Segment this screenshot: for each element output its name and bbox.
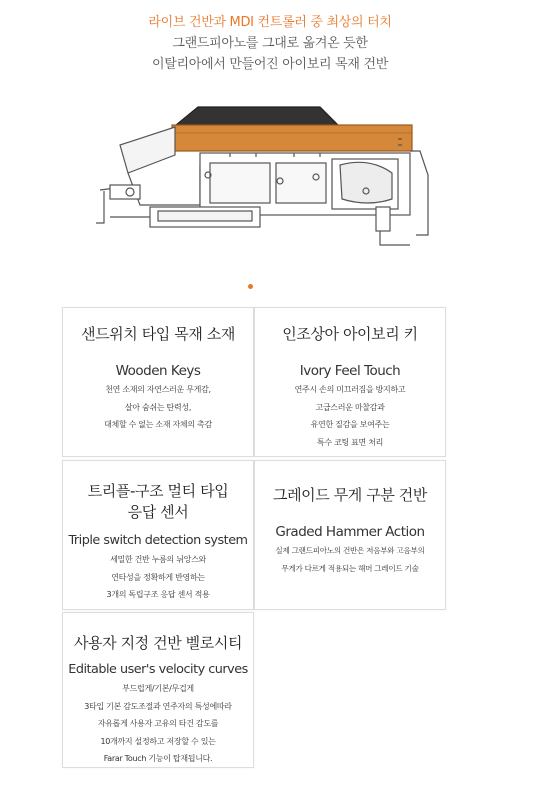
piano-key-action-diagram [80, 95, 460, 265]
intro-header [0, 12, 540, 75]
feature-title-en: Ivory Feel Touch [299, 363, 401, 379]
feature-desc-line: 3개의 독립구조 응답 센서 적용 [106, 590, 210, 599]
feature-title-kr: 그레이드 무게 구분 건반 [272, 486, 427, 504]
feature-title-kr: 인조상아 아이보리 키 [282, 325, 418, 343]
feature-desc-line: 3타입 기본 감도조절과 연주자의 특성에따라 [84, 701, 232, 711]
feature-desc-line: 유연한 질감을 보여주는 [310, 420, 390, 429]
feature-desc-line: 무게가 다르게 적용되는 해머 그레이드 기술 [281, 563, 419, 573]
feature-desc-line: 천연 소재의 자연스러운 무게감, [105, 385, 211, 394]
feature-title-en: Wooden Keys [115, 363, 201, 379]
feature-title-kr: 사용자 지정 건반 벨로시티 [73, 634, 243, 652]
feature-title-kr-line2: 응답 센서 [127, 503, 189, 521]
feature-desc-line: 특수 코팅 표면 처리 [316, 437, 384, 447]
feature-desc-line: 대체할 수 없는 소재 자체의 촉감 [104, 420, 212, 429]
feature-desc-line: 자유롭게 사용자 고유의 타건 감도를 [97, 719, 219, 728]
feature-desc-line: 고급스러운 마찰감과 [315, 402, 385, 412]
feature-title-kr-line1: 트리플-구조 멀티 타입 [87, 482, 229, 500]
feature-title-en: Triple switch detection system [68, 533, 248, 548]
feature-desc-line: 살아 숨쉬는 탄력성, [124, 402, 192, 412]
feature-card-ivory-feel [254, 307, 446, 457]
feature-desc-line: 10개까지 설정하고 저장할 수 있는 [100, 736, 216, 746]
feature-desc-line: 실제 그랜드피아노의 건반은 저음부와 고음부의 [275, 546, 425, 555]
feature-desc-line: 연타성을 정확하게 반영하는 [111, 572, 205, 582]
feature-card-triple-sensor [62, 460, 254, 610]
feature-card-velocity-curves [62, 612, 254, 768]
intro-subline-1: 그랜드피아노를 그대로 옮겨온 듯한 [172, 36, 368, 51]
intro-headline: 라이브 건반과 MDI 컨트롤러 중 최상의 터치 [148, 15, 392, 30]
feature-title-en: Graded Hammer Action [275, 524, 425, 540]
feature-card-graded-hammer [254, 460, 446, 610]
feature-title-kr: 샌드위치 타입 목재 소재 [80, 325, 235, 343]
feature-desc-line: 세밀한 건반 누름의 뉘앙스와 [110, 555, 206, 564]
feature-desc-line: 연주시 손의 미끄러짐을 방지하고 [294, 385, 406, 394]
feature-desc-line: 부드럽게/기본/무겁게 [122, 684, 194, 693]
feature-desc-line: Farar Touch 기능이 탑재됩니다. [103, 754, 213, 763]
carousel-dot-active[interactable] [248, 284, 253, 289]
feature-card-wooden-keys [62, 307, 254, 457]
feature-title-en: Editable user's velocity curves [68, 662, 248, 677]
intro-subline-2: 이탈리아에서 만들어진 아이보리 목재 건반 [152, 57, 388, 72]
